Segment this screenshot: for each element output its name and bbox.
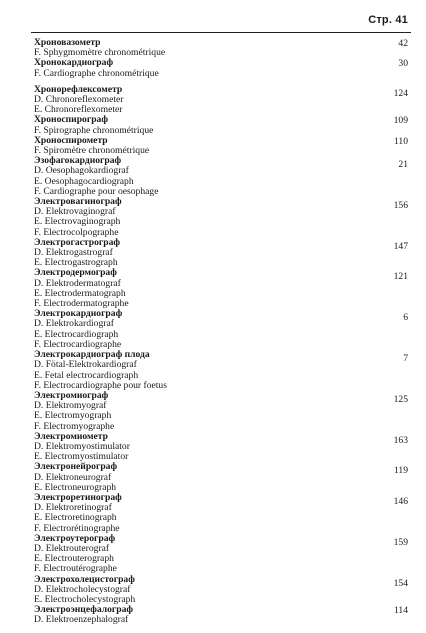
entry-translation: D. Elektrodermatograf — [34, 277, 121, 289]
entry-page-number: 125 — [393, 393, 408, 405]
entry-term: Электрокардиограф — [34, 308, 123, 320]
index-entry — [34, 462, 408, 493]
entry-translation: D. Elektroneurograf — [34, 471, 112, 483]
entry-term: Электроэнцефалограф — [34, 604, 134, 616]
index-entry — [34, 350, 408, 391]
entry-page-number: 119 — [393, 465, 408, 477]
entry-page-number: 124 — [393, 87, 408, 99]
index-entry — [34, 238, 408, 269]
index-entry — [34, 38, 408, 58]
index-entry — [34, 85, 408, 116]
entry-page-number: 159 — [393, 536, 408, 548]
entry-term: Электрохолецистограф — [34, 573, 135, 585]
entry-page-number: 154 — [393, 577, 408, 589]
entry-translation: D. Elektroenzephalograf — [34, 614, 129, 626]
entry-translation: E. Electroneurograph — [34, 481, 117, 493]
entry-term: Хронорефлексометр — [34, 83, 123, 95]
entry-page-number: 30 — [398, 58, 408, 70]
entry-translation: D. Elektrouterograf — [34, 542, 110, 554]
entry-page-number: 156 — [393, 200, 408, 212]
entry-translation: F. Sphygmomètre chronométrique — [34, 47, 166, 59]
entry-page-number: 147 — [393, 240, 408, 252]
entry-term: Электроутерограф — [34, 532, 116, 544]
index-entry — [34, 575, 408, 606]
entry-translation: D. Elektrokardiograf — [34, 318, 114, 330]
entry-translation: F. Spiromètre chronométrique — [34, 145, 150, 157]
index-entry — [34, 309, 408, 350]
entry-translation: E. Electrogastrograph — [34, 257, 118, 269]
entry-translation: E. Electromyostimulator — [34, 451, 129, 463]
entry-translation: E. Electrodermatograph — [34, 287, 126, 299]
entry-translation: D. Elektromyostimulator — [34, 440, 130, 452]
entry-term: Электродермограф — [34, 267, 117, 279]
entry-page-number: 6 — [403, 312, 408, 324]
index-entry — [34, 58, 408, 78]
header-rule — [31, 32, 411, 33]
index-entries — [34, 38, 408, 626]
entry-translation: F. Cardiographe chronométrique — [34, 67, 159, 79]
entry-translation: F. Spirographe chronométrique — [34, 124, 154, 136]
entry-term: Хроноспирометр — [34, 134, 108, 146]
index-entry — [34, 432, 408, 463]
entry-translation: E. Electrocardiograph — [34, 328, 119, 340]
entry-translation: E. Chronoreflexometer — [34, 104, 123, 116]
entry-translation: F. Electrocardiographe pour foetus — [34, 379, 167, 391]
entry-page-number: 121 — [393, 271, 408, 283]
entry-translation: D. Elektrovaginograf — [34, 206, 116, 218]
entry-translation: F. Electrocardiographe — [34, 338, 122, 350]
entry-translation: D. Oesophagokardiograf — [34, 165, 129, 177]
entry-translation: E. Electroretinograph — [34, 512, 117, 524]
entry-page-number: 146 — [393, 495, 408, 507]
index-entry — [34, 136, 408, 156]
index-entry — [34, 605, 408, 625]
entry-page-number: 7 — [403, 353, 408, 365]
entry-term: Электрогастрограф — [34, 236, 121, 248]
entry-translation: E. Electrocholecystograph — [34, 593, 136, 605]
index-entry — [34, 391, 408, 432]
entry-term: Хроноспирограф — [34, 114, 108, 126]
entry-term: Электромиометр — [34, 430, 108, 442]
entry-translation: F. Electroutérographe — [34, 563, 117, 575]
index-entry — [34, 156, 408, 197]
entry-translation: D. Elektroretinograf — [34, 502, 112, 514]
entry-term: Электроретинограф — [34, 491, 122, 503]
entry-translation: F. Electrocolpographe — [34, 226, 119, 238]
entry-term: Хронокардиограф — [34, 57, 114, 69]
entry-translation: E. Oesophagocardiograph — [34, 175, 134, 187]
entry-page-number: 163 — [393, 434, 408, 446]
entry-page-number: 114 — [393, 605, 408, 617]
entry-page-number: 42 — [398, 38, 408, 49]
entry-translation: E. Electromyograph — [34, 410, 112, 422]
entry-translation: E. Electrouterograph — [34, 553, 114, 565]
entry-translation: E. Fetal electrocardiograph — [34, 369, 139, 381]
entry-translation: E. Electrovaginograph — [34, 216, 121, 228]
page-label: Стр. 41 — [368, 14, 408, 26]
entry-translation: D. Elektromyograf — [34, 400, 107, 412]
index-entry — [34, 268, 408, 309]
entry-translation: D. Elektrocholecystograf — [34, 583, 131, 595]
index-entry — [34, 115, 408, 135]
entry-translation: D. Chronoreflexometer — [34, 94, 124, 106]
entry-page-number: 109 — [393, 115, 408, 127]
entry-translation: F. Electrodermatographe — [34, 298, 129, 310]
entry-translation: D. Elektrogastrograf — [34, 247, 113, 259]
entry-term: Электрокардиограф плода — [34, 349, 150, 361]
entry-term: Электровагинограф — [34, 196, 122, 208]
index-entry — [34, 493, 408, 534]
entry-translation: D. Fötal-Elektrokardiograf — [34, 359, 137, 371]
entry-page-number: 110 — [393, 135, 408, 147]
entry-term: Электромиограф — [34, 389, 109, 401]
entry-translation: F. Electromyographe — [34, 420, 115, 432]
entry-term: Эзофагокардиограф — [34, 155, 122, 167]
index-entry — [34, 534, 408, 575]
entry-term: Электронейрограф — [34, 461, 118, 473]
entry-term: Хроновазометр — [34, 37, 101, 48]
index-entry — [34, 197, 408, 238]
entry-translation: F. Cardiographe pour oesophage — [34, 185, 159, 197]
entry-page-number: 21 — [398, 159, 408, 171]
entry-translation: F. Electrorétinographe — [34, 522, 120, 534]
